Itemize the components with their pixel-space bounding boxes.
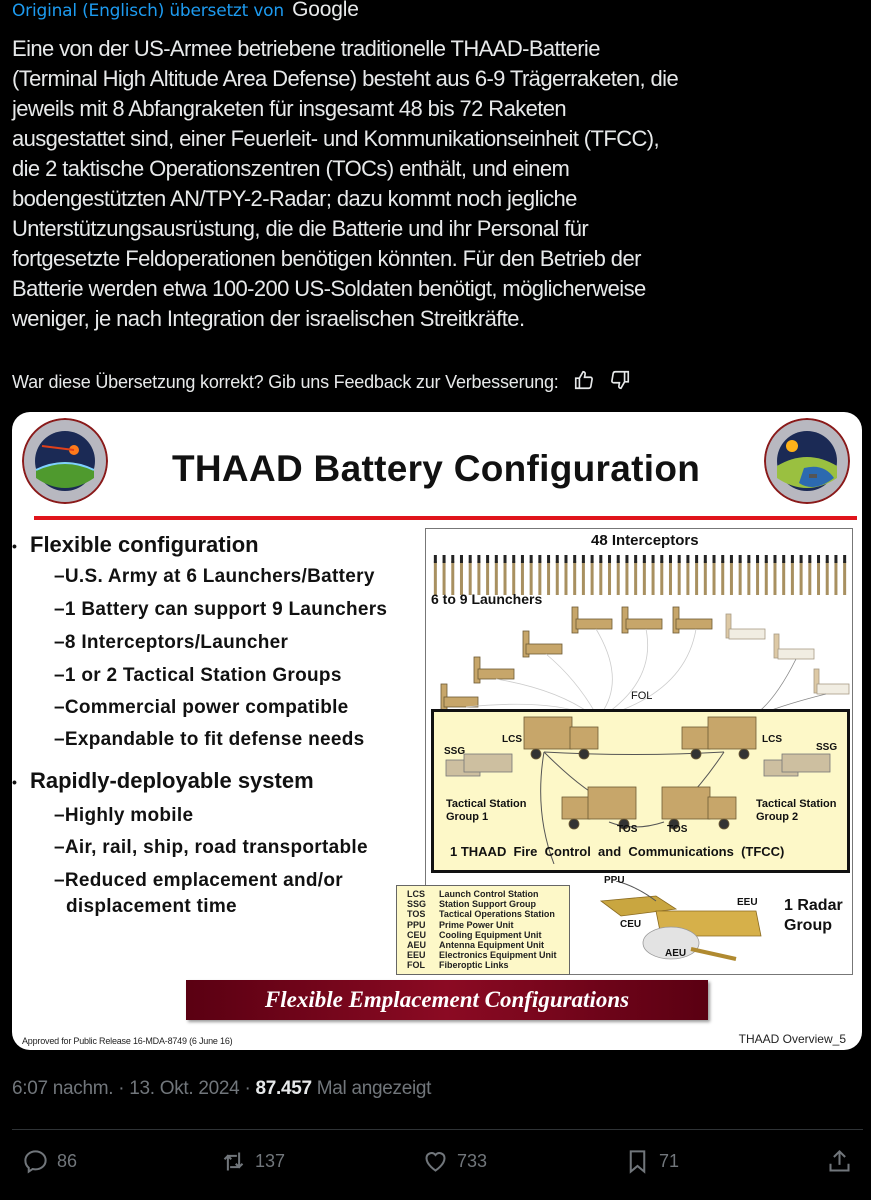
legend-row bbox=[407, 899, 569, 909]
ceu-label: CEU bbox=[620, 919, 642, 930]
bookmark-icon bbox=[624, 1148, 651, 1175]
repost-count: 137 bbox=[255, 1151, 286, 1171]
launcher-truck bbox=[474, 657, 514, 683]
ppu-label: PPU bbox=[604, 875, 625, 886]
legend-desc: Launch Control Station bbox=[439, 889, 539, 899]
flexible-emplacement-banner bbox=[186, 980, 708, 1020]
launcher-truck bbox=[523, 631, 562, 657]
launcher-truck bbox=[622, 607, 662, 633]
tweet-text: Eine von der US-Armee betriebene traditionelle THAAD-Batterie (Terminal High Altitude Area Defense) besteht aus 6-9 Trägerraketen, die jeweils mit 8 Abfangraketen für insgesamt 48 bis 72 Raketen ausgestattet sind, einer Feuerleit- und Kommunikationseinheit (TFCC), die 2 taktische Operationszentren (TOCs) enthält, und einem bodengestützten AN/TPY-2-Radar; dazu kommt noch jegliche Unterstützungsausrüstung, die die Batterie und ihr Personal für fortgesetzte Feldoperationen benötigen könnten. Für den Betrieb der Batterie werden etwa 100-200 US-Soldaten benötigt, möglicherweise weniger, je nach Integration der israelischen Streitkräfte. bbox=[12, 36, 679, 331]
legend-row bbox=[407, 909, 569, 919]
legend-desc: Cooling Equipment Unit bbox=[439, 929, 542, 940]
legend-row bbox=[407, 930, 569, 940]
radar-group-label: 1 Radar Group bbox=[784, 897, 843, 934]
repost-button[interactable] bbox=[220, 1148, 285, 1175]
legend-desc: Electronics Equipment Unit bbox=[439, 950, 557, 961]
interceptors-label: 48 Interceptors bbox=[591, 532, 699, 549]
legend-row bbox=[407, 889, 569, 899]
tweet-time[interactable]: 6:07 nachm. bbox=[12, 1078, 114, 1099]
tos-truck bbox=[662, 787, 736, 829]
legend-desc: Prime Power Unit bbox=[439, 919, 514, 930]
bookmark-button[interactable] bbox=[624, 1148, 679, 1175]
translation-label: Original (Englisch) übersetzt von bbox=[12, 1, 284, 21]
legend-desc: Fiberoptic Links bbox=[439, 960, 509, 971]
tfcc-label: 1 THAAD Fire Control and Communications (TFCC) bbox=[450, 844, 785, 859]
fol-label: FOL bbox=[631, 690, 653, 702]
bullet-item: –1 or 2 Tactical Station Groups bbox=[54, 665, 342, 686]
tactical-station-group-1: Tactical Station Group 1 bbox=[446, 798, 527, 823]
views-label: Mal angezeigt bbox=[316, 1078, 432, 1099]
tweet-date[interactable]: 13. Okt. 2024 bbox=[129, 1078, 240, 1099]
slide-image[interactable] bbox=[12, 412, 862, 1050]
lcs-label: LCS bbox=[502, 734, 522, 745]
like-count: 733 bbox=[457, 1151, 488, 1171]
approval-notice: Approved for Public Release 16-MDA-8749 (6 June 16) bbox=[22, 1036, 233, 1046]
bullet-heading: • Rapidly-deployable system bbox=[12, 768, 314, 793]
legend-row bbox=[407, 940, 569, 950]
share-icon bbox=[826, 1148, 853, 1175]
launcher-truck bbox=[774, 634, 814, 659]
aeu-label: AEU bbox=[665, 948, 687, 959]
legend-abbr: LCS bbox=[407, 889, 425, 899]
translation-attribution[interactable] bbox=[12, 0, 359, 22]
abbreviation-legend bbox=[396, 885, 570, 975]
reply-icon bbox=[22, 1148, 49, 1175]
legend-abbr: EEU bbox=[407, 950, 426, 961]
bullet-item: –Commercial power compatible bbox=[54, 697, 349, 718]
missile-defense-agency-seal-right bbox=[764, 418, 850, 504]
legend-row bbox=[407, 960, 569, 970]
bullet-item: –Expandable to fit defense needs bbox=[54, 729, 365, 750]
feedback-prompt: War diese Übersetzung korrekt? Gib uns Feedback zur Verbesserung: bbox=[12, 372, 559, 392]
banner-text: Flexible Emplacement Configurations bbox=[264, 987, 630, 1012]
thumbs-down-icon[interactable] bbox=[609, 369, 631, 396]
legend-abbr: TOS bbox=[407, 909, 426, 920]
google-logo: Google bbox=[292, 0, 359, 21]
bullet-item: –Air, rail, ship, road transportable bbox=[54, 837, 368, 858]
legend-row bbox=[407, 920, 569, 930]
view-count: 87.457 bbox=[255, 1078, 312, 1099]
bullet-item: –Highly mobile bbox=[54, 805, 194, 826]
eeu-label: EEU bbox=[737, 897, 758, 908]
legend-desc: Station Support Group bbox=[439, 899, 536, 910]
legend-desc: Antenna Equipment Unit bbox=[439, 940, 544, 951]
launcher-truck bbox=[572, 607, 612, 633]
bookmark-count: 71 bbox=[659, 1151, 680, 1171]
launcher-truck bbox=[673, 607, 712, 633]
like-button[interactable] bbox=[422, 1148, 487, 1175]
legend-row bbox=[407, 950, 569, 960]
translation-feedback bbox=[12, 369, 631, 396]
slide-footer: THAAD Overview_5 bbox=[738, 1032, 846, 1046]
bullet-item: –Reduced emplacement and/or bbox=[54, 870, 343, 891]
ssg-label: SSG bbox=[816, 742, 838, 753]
battery-diagram bbox=[407, 528, 853, 975]
action-bar bbox=[0, 1148, 871, 1184]
tos-truck bbox=[562, 787, 636, 829]
legend-abbr: PPU bbox=[407, 919, 426, 930]
reply-button[interactable] bbox=[22, 1148, 77, 1175]
share-button[interactable] bbox=[826, 1148, 853, 1175]
legend-abbr: CEU bbox=[407, 929, 427, 940]
slide-title: THAAD Battery Configuration bbox=[172, 448, 701, 489]
missile-defense-agency-seal-left bbox=[22, 418, 108, 504]
tfcc-box bbox=[431, 709, 850, 873]
reply-count: 86 bbox=[57, 1151, 78, 1171]
title-rule bbox=[34, 516, 857, 520]
legend-abbr: FOL bbox=[407, 960, 425, 971]
tos-label: TOS bbox=[617, 824, 638, 835]
tos-label: TOS bbox=[667, 824, 688, 835]
heart-icon bbox=[422, 1148, 449, 1175]
lcs-label: LCS bbox=[762, 734, 782, 745]
ssg-vehicles bbox=[446, 754, 830, 776]
ssg-label: SSG bbox=[444, 746, 466, 757]
bullet-heading: • Flexible configuration bbox=[12, 532, 259, 557]
launcher-truck bbox=[814, 669, 849, 694]
tweet-meta: 6:07 nachm. · 13. Okt. 2024 · 87.457 Mal angezeigt bbox=[12, 1078, 432, 1099]
tactical-station-group-2: Tactical Station Group 2 bbox=[756, 798, 837, 823]
bullet-item: –1 Battery can support 9 Launchers bbox=[54, 599, 388, 620]
bullet-item: displacement time bbox=[66, 896, 237, 917]
bullet-item: –8 Interceptors/Launcher bbox=[54, 632, 289, 653]
divider bbox=[12, 1129, 863, 1130]
bullet-item: –U.S. Army at 6 Launchers/Battery bbox=[54, 566, 375, 587]
repost-icon bbox=[220, 1148, 247, 1175]
launchers-label: 6 to 9 Launchers bbox=[431, 591, 543, 607]
legend-desc: Tactical Operations Station bbox=[439, 909, 555, 920]
launcher-truck bbox=[726, 614, 765, 639]
legend-abbr: AEU bbox=[407, 940, 427, 951]
thumbs-up-icon[interactable] bbox=[573, 369, 595, 396]
legend-abbr: SSG bbox=[407, 899, 427, 910]
